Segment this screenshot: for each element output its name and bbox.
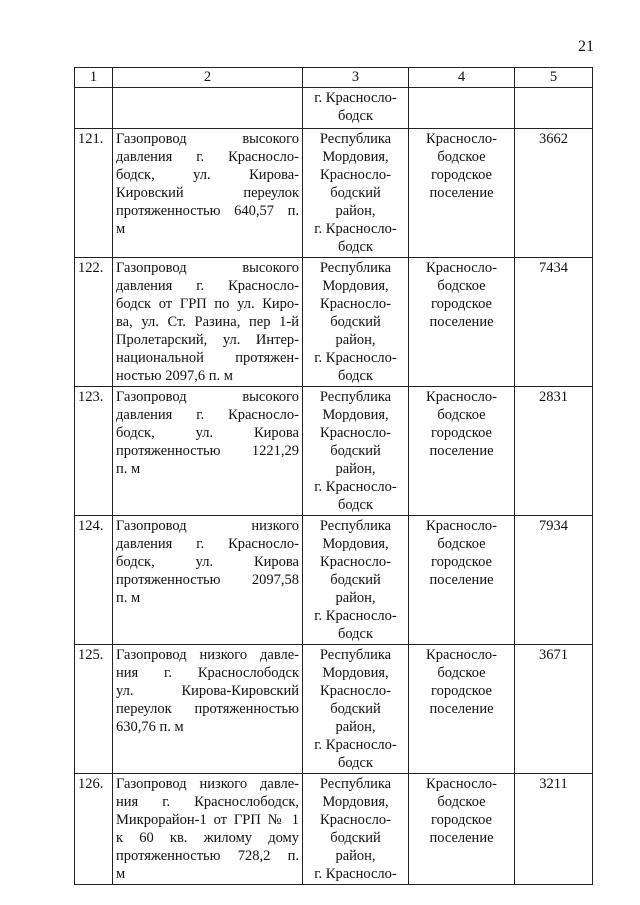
- object-name-line: давления г. Краснослo-: [116, 536, 299, 552]
- settlement-line: бодское: [437, 278, 486, 294]
- location-line: бодский: [330, 314, 381, 330]
- header-col-5: 5: [515, 68, 593, 88]
- location-line: Республика: [319, 518, 392, 534]
- settlement: [409, 774, 515, 885]
- settlement-line: поселение: [429, 443, 494, 459]
- location-line: г. Краснослo-: [314, 221, 397, 237]
- object-name-line: давления г. Краснослo-: [116, 149, 299, 165]
- location-line: Мордовия,: [322, 794, 389, 810]
- object-name-line: бодск, ул. Кирова-: [116, 167, 299, 183]
- location-line: Республика: [319, 647, 392, 663]
- location-line: Мордовия,: [322, 407, 389, 423]
- registry-table: [74, 67, 593, 885]
- location-line: г. Краснослo-: [314, 479, 397, 495]
- location-line: район,: [335, 590, 376, 606]
- location-line: бодск: [337, 755, 374, 771]
- location-line: бодск: [337, 626, 374, 642]
- location-line: район,: [335, 203, 376, 219]
- row-number: 124.: [75, 516, 113, 645]
- object-location: [303, 258, 409, 387]
- object-value: 3671: [515, 645, 593, 774]
- object-name: [113, 129, 303, 258]
- settlement: [409, 516, 515, 645]
- object-name-line: 630,76 п. м: [116, 719, 184, 735]
- object-name-line: ул. Кирова-Кировский: [116, 683, 299, 699]
- object-location: [303, 387, 409, 516]
- location-line: Мордовия,: [322, 536, 389, 552]
- settlement-line: поселение: [429, 701, 494, 717]
- header-col-2: 2: [113, 68, 303, 88]
- object-name-line: Микрорайон-1 от ГРП № 1: [116, 812, 299, 828]
- object-name-line: протяженностью 1221,29: [116, 443, 299, 459]
- location-line: бодский: [330, 185, 381, 201]
- object-name-line: протяженностью 728,2 п.: [116, 848, 299, 864]
- table-row: [75, 516, 593, 645]
- object-name-line: Газопровод низкого: [116, 518, 299, 534]
- row-number: 123.: [75, 387, 113, 516]
- location-line: Краснослo-: [320, 683, 391, 699]
- settlement-line: городское: [431, 812, 492, 828]
- object-name: [113, 387, 303, 516]
- settlement-line: поселение: [429, 830, 494, 846]
- cont-location-line: г. Краснослo-: [314, 90, 397, 106]
- settlement-line: Краснослo-: [426, 389, 497, 405]
- location-line: Краснослo-: [320, 812, 391, 828]
- settlement-line: Краснослo-: [426, 518, 497, 534]
- settlement-line: городское: [431, 296, 492, 312]
- settlement-line: Краснослo-: [426, 131, 497, 147]
- object-name: [113, 645, 303, 774]
- object-name-line: бодск от ГРП по ул. Киро-: [116, 296, 299, 312]
- header-row: [75, 68, 593, 88]
- object-name-line: давления г. Краснослo-: [116, 278, 299, 294]
- settlement-line: Краснослo-: [426, 776, 497, 792]
- location-line: район,: [335, 848, 376, 864]
- header-col-1: 1: [75, 68, 113, 88]
- object-location: [303, 516, 409, 645]
- settlement-line: городское: [431, 554, 492, 570]
- settlement: [409, 387, 515, 516]
- object-name-line: давления г. Краснослo-: [116, 407, 299, 423]
- settlement-line: бодское: [437, 794, 486, 810]
- object-name-line: Газопровод низкого давле-: [116, 647, 299, 663]
- object-name-line: м: [116, 221, 126, 237]
- location-line: Краснослo-: [320, 296, 391, 312]
- object-name: [113, 774, 303, 885]
- table-row: [75, 387, 593, 516]
- location-line: Мордовия,: [322, 278, 389, 294]
- cont-settlement: [409, 88, 515, 129]
- object-name-line: Газопровод высокого: [116, 131, 299, 147]
- object-name-line: Пролетарский, ул. Интер-: [116, 332, 299, 348]
- page-number: 21: [578, 38, 594, 55]
- table-row: [75, 774, 593, 885]
- row-number: 121.: [75, 129, 113, 258]
- location-line: г. Краснослo-: [314, 737, 397, 753]
- location-line: Республика: [319, 131, 392, 147]
- object-name-line: протяженностью 2097,58: [116, 572, 299, 588]
- settlement-line: городское: [431, 683, 492, 699]
- location-line: бодский: [330, 701, 381, 717]
- table-row: [75, 645, 593, 774]
- object-name-line: п. м: [116, 461, 141, 477]
- object-name: [113, 516, 303, 645]
- object-value: 7434: [515, 258, 593, 387]
- cont-value: [515, 88, 593, 129]
- table-row: [75, 129, 593, 258]
- settlement-line: городское: [431, 167, 492, 183]
- location-line: Мордовия,: [322, 665, 389, 681]
- location-line: бодский: [330, 572, 381, 588]
- object-location: [303, 774, 409, 885]
- object-name-line: п. м: [116, 590, 141, 606]
- location-line: район,: [335, 332, 376, 348]
- object-name-line: Газопровод низкого давле-: [116, 776, 299, 792]
- location-line: район,: [335, 719, 376, 735]
- settlement-line: поселение: [429, 314, 494, 330]
- settlement-line: бодское: [437, 536, 486, 552]
- settlement-line: Краснослo-: [426, 260, 497, 276]
- location-line: бодск: [337, 497, 374, 513]
- object-value: 3211: [515, 774, 593, 885]
- object-value: 3662: [515, 129, 593, 258]
- settlement-line: бодское: [437, 407, 486, 423]
- object-name-line: ния г. Краснослободск: [116, 665, 299, 681]
- row-number: 126.: [75, 774, 113, 885]
- settlement-line: поселение: [429, 572, 494, 588]
- cont-location-line: бодск: [337, 108, 374, 124]
- location-line: г. Краснослo-: [314, 608, 397, 624]
- object-value: 7934: [515, 516, 593, 645]
- cont-name: [113, 88, 303, 129]
- settlement: [409, 258, 515, 387]
- continuation-row: [75, 88, 593, 129]
- location-line: Мордовия,: [322, 149, 389, 165]
- object-name: [113, 258, 303, 387]
- location-line: Республика: [319, 389, 392, 405]
- location-line: Республика: [319, 260, 392, 276]
- cont-num: [75, 88, 113, 129]
- object-value: 2831: [515, 387, 593, 516]
- location-line: г. Краснослo-: [314, 866, 397, 882]
- cont-location: [303, 88, 409, 129]
- object-name-line: бодск, ул. Кирова: [116, 425, 299, 441]
- object-name-line: протяженностью 640,57 п.: [116, 203, 299, 219]
- settlement-line: бодское: [437, 665, 486, 681]
- location-line: Краснослo-: [320, 554, 391, 570]
- location-line: бодск: [337, 239, 374, 255]
- object-name-line: национальной протяжен-: [116, 350, 299, 366]
- object-location: [303, 129, 409, 258]
- object-location: [303, 645, 409, 774]
- object-name-line: ния г. Краснослободск,: [116, 794, 299, 810]
- header-col-3: 3: [303, 68, 409, 88]
- object-name-line: ва, ул. Ст. Разина, пер 1-й: [116, 314, 299, 330]
- settlement-line: бодское: [437, 149, 486, 165]
- location-line: бодский: [330, 443, 381, 459]
- object-name-line: к 60 кв. жилому дому: [116, 830, 299, 846]
- object-name-line: ностью 2097,6 п. м: [116, 368, 233, 384]
- row-number: 122.: [75, 258, 113, 387]
- location-line: бодский: [330, 830, 381, 846]
- object-name-line: Газопровод высокого: [116, 260, 299, 276]
- settlement-line: городское: [431, 425, 492, 441]
- settlement: [409, 645, 515, 774]
- row-number: 125.: [75, 645, 113, 774]
- object-name-line: м: [116, 866, 126, 882]
- object-name-line: переулок протяженностью: [116, 701, 299, 717]
- settlement: [409, 129, 515, 258]
- location-line: район,: [335, 461, 376, 477]
- location-line: г. Краснослo-: [314, 350, 397, 366]
- settlement-line: Краснослo-: [426, 647, 497, 663]
- header-col-4: 4: [409, 68, 515, 88]
- location-line: бодск: [337, 368, 374, 384]
- object-name-line: бодск, ул. Кирова: [116, 554, 299, 570]
- object-name-line: Кировский переулок: [116, 185, 299, 201]
- location-line: Краснослo-: [320, 425, 391, 441]
- location-line: Краснослo-: [320, 167, 391, 183]
- table-row: [75, 258, 593, 387]
- settlement-line: поселение: [429, 185, 494, 201]
- location-line: Республика: [319, 776, 392, 792]
- object-name-line: Газопровод высокого: [116, 389, 299, 405]
